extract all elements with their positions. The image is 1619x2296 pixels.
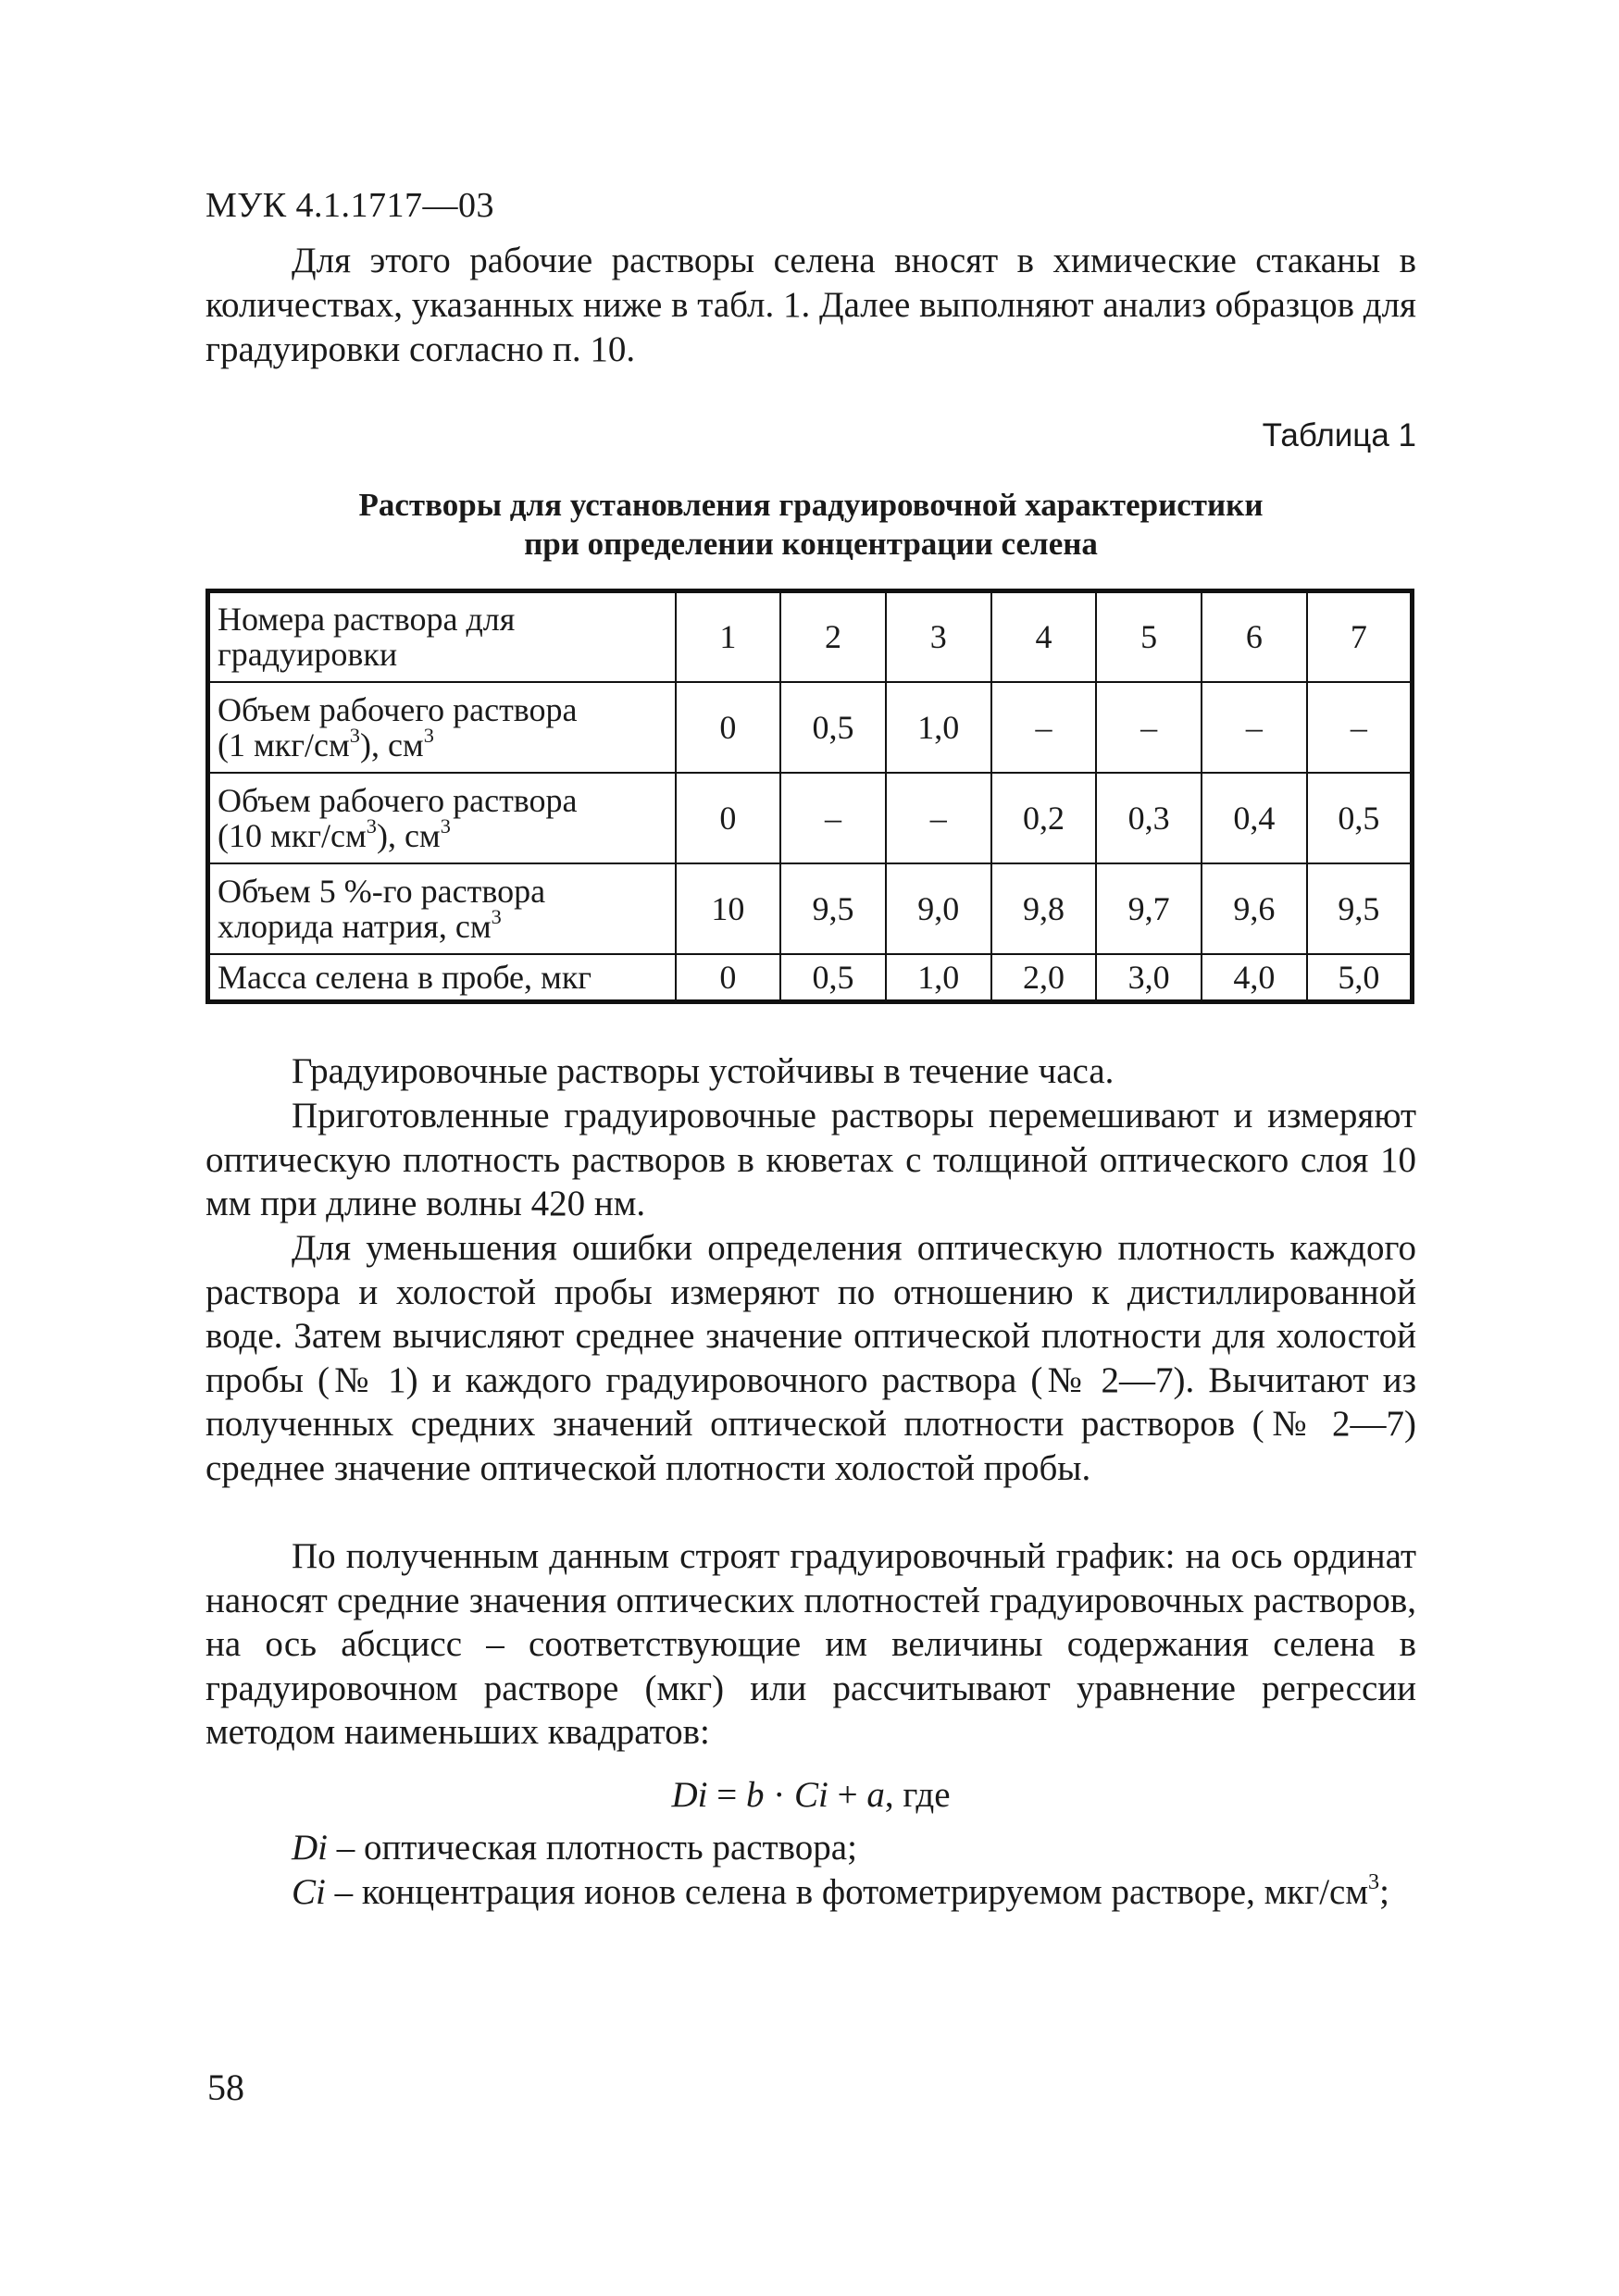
table-cell: 9,5 [780, 863, 886, 954]
table-cell: 0,2 [991, 773, 1097, 863]
table-number: Таблица 1 [1262, 417, 1416, 453]
table-cell: 0,5 [780, 954, 886, 1002]
paragraph-calibration-graph: По полученным данным строят градуировочный график: на ось ординат наносят средние значения оптических плотностей градуировочных растворов, на ось абсцисс – соответствующие им величины содержания селена в градуировочном растворе (мкг) или рассчитывают уравнение регрессии методом наименьших квадратов: [205, 1536, 1416, 1752]
table-cell: 9,8 [991, 863, 1097, 954]
table-cell: 9,6 [1202, 863, 1307, 954]
row-label: Масса селена в пробе, мкг [208, 954, 676, 1002]
table-row [208, 773, 1413, 863]
document-code-header: МУК 4.1.1717—03 [205, 186, 495, 225]
table-cell: – [991, 682, 1097, 773]
table-cell: 9,5 [1307, 863, 1413, 954]
table-cell: 5 [1096, 591, 1202, 682]
definition-di: Di – оптическая плотность раствора; [292, 1828, 857, 1868]
table-cell: – [1202, 682, 1307, 773]
table-cell: – [1307, 682, 1413, 773]
row-label: Номера раствора для градуировки [208, 591, 676, 682]
table-cell: 2 [780, 591, 886, 682]
table-row [208, 591, 1413, 682]
row-label: Объем рабочего раствора (10 мкг/$см^3$), $см^3$ [208, 773, 676, 863]
table-title [205, 486, 1416, 564]
table-cell: 1,0 [886, 954, 991, 1002]
table-cell: 0 [676, 773, 781, 863]
calibration-table [205, 589, 1414, 1004]
regression-formula: Di = b · Ci + a, где [671, 1775, 951, 1815]
table-row [208, 954, 1413, 1002]
table-cell: 9,7 [1096, 863, 1202, 954]
table-cell: 0,5 [1307, 773, 1413, 863]
table-title-line-2: при определении концентрации селена [524, 526, 1098, 562]
row-label: Объем рабочего раствора (1 мкг/$см^3$), $см^3$ [208, 682, 676, 773]
intro-paragraph: Для этого рабочие растворы селена вносят в химические стаканы в количествах, указанных ниже в табл. 1. Далее выполняют анализ образцов для градуировки согласно п. 10. [205, 241, 1416, 369]
paragraph-error-reduction: Для уменьшения ошибки определения оптическую плотность каждого раствора и холостой пробы измеряют по отношению к дистиллированной воде. Затем вычисляют среднее значение оптической плотности для холостой пробы (№ 1) и каждого градуировочного раствора (№ 2—7). Вычитают из полученных средних значений оптической плотности растворов (№ 2—7) среднее значение оптической плотности холостой пробы. [205, 1228, 1416, 1488]
table-cell: – [886, 773, 991, 863]
table-row [208, 682, 1413, 773]
table-cell: – [780, 773, 886, 863]
table-cell: 6 [1202, 591, 1307, 682]
paragraph-stability: Градуировочные растворы устойчивы в течение часа. [292, 1051, 1115, 1091]
paragraph-measurement: Приготовленные градуировочные растворы перемешивают и измеряют оптическую плотность растворов в кюветах с толщиной оптического слоя 10 мм при длине волны 420 нм. [205, 1096, 1416, 1223]
table-cell: 0,3 [1096, 773, 1202, 863]
table-row [208, 863, 1413, 954]
table-cell: 4 [991, 591, 1097, 682]
row-label: Объем 5 %-го раствора хлорида натрия, $см^3$ [208, 863, 676, 954]
table-cell: 3 [886, 591, 991, 682]
definition-ci: Ci – концентрация ионов селена в фотометрируемом растворе, мкг/$см^3$; [292, 1869, 1389, 1912]
table-cell: 0,5 [780, 682, 886, 773]
page-number: 58 [207, 2066, 244, 2108]
table-cell: 0 [676, 682, 781, 773]
table-cell: 5,0 [1307, 954, 1413, 1002]
table-cell: 7 [1307, 591, 1413, 682]
table-cell: 1 [676, 591, 781, 682]
table-cell: 9,0 [886, 863, 991, 954]
table-cell: 4,0 [1202, 954, 1307, 1002]
table-cell: 0,4 [1202, 773, 1307, 863]
table-cell: 0 [676, 954, 781, 1002]
table-cell: 10 [676, 863, 781, 954]
table-cell: 2,0 [991, 954, 1097, 1002]
table-title-line-1: Растворы для установления градуировочной характеристики [358, 487, 1264, 523]
table-cell: 1,0 [886, 682, 991, 773]
table-cell: – [1096, 682, 1202, 773]
table-cell: 3,0 [1096, 954, 1202, 1002]
